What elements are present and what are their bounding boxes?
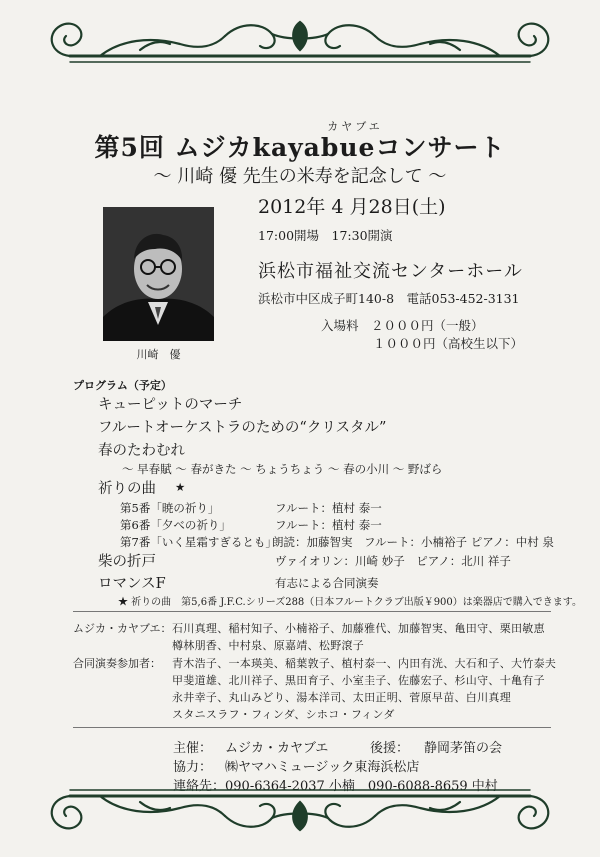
organizer-label: 主催： [173,741,213,756]
event-time: 17:00開場 17:30開演 [258,228,393,243]
program-subitem-title: 第7番「いく星霜すぎるとも」 [120,535,277,549]
venue-name: 浜松市福祉交流センターホール [258,261,523,282]
program-item: フルートオーケストラのための“クリスタル” [98,420,387,436]
top-ornament [40,10,560,70]
divider [73,727,551,728]
program-item-performer: 有志による合同演奏 [275,576,379,590]
cooperation: ㈱ヤマハミュージック東海浜松店 [225,760,420,775]
program-item-performer: ヴァイオリン：川崎 妙子 ピアノ：北川 祥子 [275,554,511,568]
participants-label: 合同演奏参加者： [73,657,161,670]
supporter-label: 後援： [370,741,410,756]
organizer: ムジカ・カヤブエ [225,741,329,756]
bottom-ornament [40,782,560,842]
title-ruby: カヤブエ [327,120,383,133]
program-item-subtitle: ～ 早春賦 ～ 春がきた ～ ちょうちょう ～ 春の小川 ～ 野ばら [122,462,443,476]
program-item: 春のたわむれ [98,443,185,459]
program-item: 柴の折戸 [98,554,156,570]
admission-fee-general: 入場料 ２０００円（一般） [321,318,484,333]
cooperation-label: 協力： [173,760,213,775]
venue-address: 浜松市中区成子町140-8 電話053-452-3131 [258,291,520,306]
event-date: 2012年 4 月28日(土) [258,196,446,218]
contact-label: 連絡先： [173,779,226,794]
portrait-photo [103,207,214,341]
program-subitem-performer: フルート：植村 泰一 [275,501,382,515]
photo-caption: 川崎 優 [136,348,181,361]
page-title: 第5回 ムジカkayabueコンサート [94,133,506,162]
participants-line: 青木浩子、一本瑛美、稲葉敦子、植村泰一、内田有洸、大石和子、大竹泰夫 [172,657,557,670]
page-subtitle: ～ 川崎 優 先生の米寿を記念して ～ [153,166,447,187]
program-subitem-title: 第5番「暁の祈り」 [120,501,220,515]
program-subitem-performer: 朗読：加藤智実 フルート：小楠裕子 ピアノ：中村 泉 [272,535,554,549]
program-subitem-title: 第6番「夕べの祈り」 [120,518,231,532]
program-item: 祈りの曲 [98,481,156,497]
participants-line: 甲斐道雄、北川祥子、黒田育子、小室圭子、佐藤宏子、杉山守、十亀有子 [172,674,545,687]
participants-line: 永井幸子、丸山みどり、湯本洋司、太田正明、菅原早苗、白川真理 [172,691,511,704]
supporter: 静岡茅笛の会 [424,741,503,756]
members-label: ムジカ・カヤブエ： [73,622,172,635]
contact: 090-6364-2037 小楠 090-6088-8659 中村 [225,779,498,794]
program-subitem-performer: フルート：植村 泰一 [275,518,382,532]
participants-line: スタニスラフ・フィンダ、シホコ・フィンダ [172,708,395,721]
program-header: プログラム（予定） [73,379,172,392]
program-item: キューピットのマーチ [98,397,243,413]
members-line: 石川真理、稲村知子、小楠裕子、加藤雅代、加藤智実、亀田守、栗田敏恵 [172,622,545,635]
members-line: 樽林朋香、中村泉、原嘉靖、松野滾子 [172,639,365,652]
divider [73,611,551,612]
program-item: ロマンスF [98,576,166,592]
program-note: ★ 祈りの曲 第5,6番 J.F.C.シリーズ288（日本フルートクラブ出版￥900）は楽器店で購入できます。 [118,597,582,608]
admission-fee-student: １０００円（高校生以下） [373,336,524,351]
portrait-image [103,207,214,341]
star-mark: ★ [175,480,186,494]
